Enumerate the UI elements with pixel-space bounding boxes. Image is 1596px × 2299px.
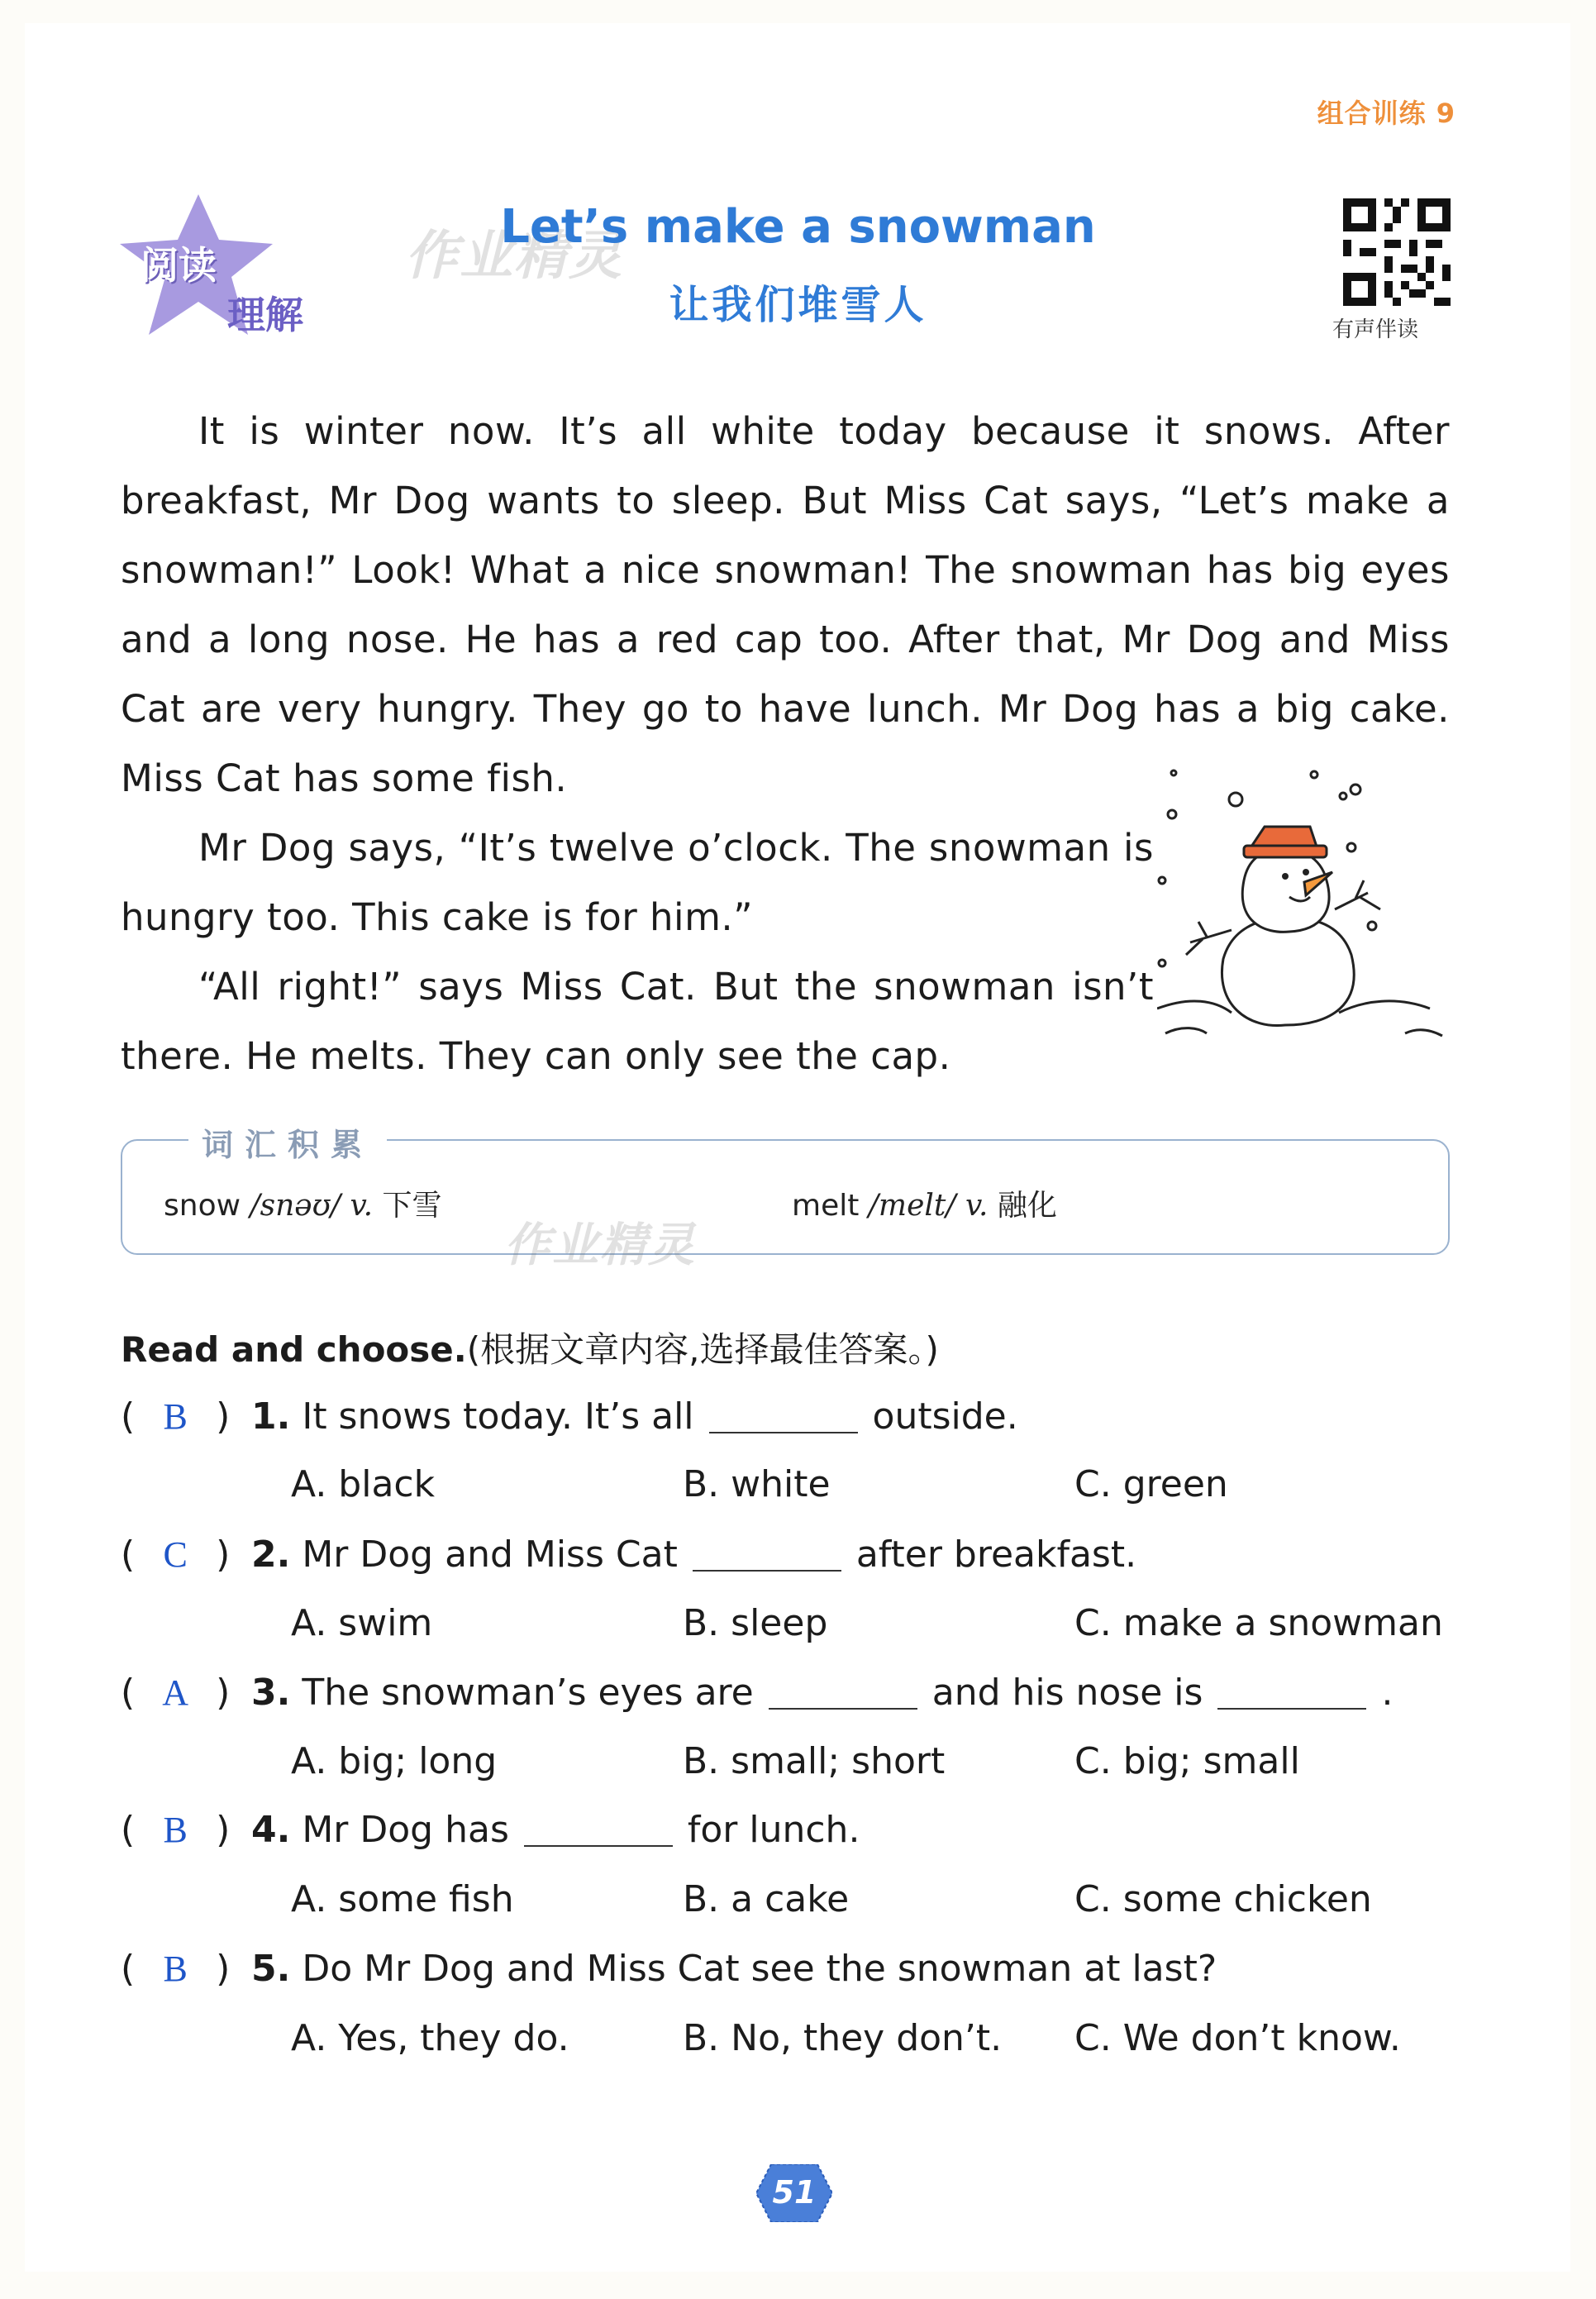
option-c[interactable]: C. big; small [1074,1740,1300,1782]
vocabulary-title: 词汇积累 [188,1119,387,1165]
page-number-text: 51 [772,2174,817,2211]
question-number: 1. [251,1395,291,1438]
option-a[interactable]: A. some fish [291,1878,514,1920]
vocab-ipa: /melt/ [868,1189,956,1223]
option-b[interactable]: B. a cake [683,1878,850,1920]
answer-blank[interactable] [709,1399,858,1433]
task-instruction [121,1323,939,1372]
answer-mark: B [163,1948,188,1989]
question-text: Mr Dog has [302,1809,509,1851]
vocabulary-box [121,1127,1450,1255]
passage-paragraph: It is winter now. It’s all white today because it snows. After breakfast, Mr Dog wants to sleep. But Miss Cat says, “Let’s make a snowman!” Look! What a nice snowman! The snowman has big eyes and a long nose. He has a red cap too. After that, Mr Dog and Miss Cat are very hungry. They go to have lunch. Mr Dog has a big cake. Miss Cat has some fish. [121,409,1450,800]
task-instruction-zh: (根据文章内容,选择最佳答案。) [466,1329,939,1370]
option-c[interactable]: C. We don’t know. [1074,2017,1401,2059]
answer-blank[interactable] [693,1537,841,1572]
passage-paragraph: “All right!” says Miss Cat. But the snowman isn’t there. He melts. They can only see the cap. [121,965,1154,1078]
question-number: 3. [251,1672,291,1714]
question-text: Mr Dog and Miss Cat [302,1533,678,1576]
answer-blank[interactable] [524,1812,673,1847]
question-number: 2. [251,1533,291,1576]
question-row: ( A ) 3. The snowman’s eyes are and his nose is . [121,1672,1394,1714]
title-chinese: 让我们堆雪人 [669,282,927,328]
watermark: 作业精灵 [504,1219,696,1272]
question-row: ( C ) 2. Mr Dog and Miss Cat after breakfast. [121,1533,1137,1576]
option-c[interactable]: C. green [1074,1463,1228,1505]
vocab-word: snow [164,1189,241,1223]
question-row: ( B ) 4. Mr Dog has for lunch. [121,1809,860,1851]
option-a[interactable]: A. swim [291,1602,433,1644]
badge-line2: 理解 [227,293,303,337]
option-b[interactable]: B. No, they don’t. [683,2017,1003,2059]
page-number [756,2164,832,2222]
vocab-item [164,1182,441,1224]
vocab-meaning: 下雪 [382,1189,442,1223]
question-row: ( B ) 1. It snows today. It’s all outside. [121,1395,1018,1438]
answer-mark: B [163,1396,188,1437]
vocab-ipa: /snəʊ/ [250,1189,341,1223]
answer-blank[interactable] [1217,1675,1366,1710]
answer-mark: A [162,1672,189,1713]
option-c[interactable]: C. make a snowman [1074,1602,1443,1644]
answer-blank[interactable] [769,1675,917,1710]
option-b[interactable]: B. sleep [683,1602,828,1644]
question-row: ( B ) 5. Do Mr Dog and Miss Cat see the snowman at last? [121,1948,1217,1990]
watermark: 作业精灵 [405,226,623,287]
option-b[interactable]: B. white [683,1463,831,1505]
question-text: . [1381,1672,1394,1714]
option-a[interactable]: A. big; long [291,1740,498,1782]
question-text: The snowman’s eyes are [302,1672,754,1714]
option-a[interactable]: A. Yes, they do. [291,2017,569,2059]
task-label: Read and choose. [121,1329,467,1370]
qr-label: 有声伴读 [1332,317,1419,342]
question-text: and his nose is [931,1672,1203,1714]
answer-mark: C [163,1534,188,1575]
qr-code-icon[interactable] [1343,198,1451,306]
passage-paragraph: Mr Dog says, “It’s twelve o’clock. The snowman is hungry too. This cake is for him.” [121,826,1154,939]
answer-mark: B [163,1810,188,1850]
title-english: Let’s make a snowman [500,200,1096,254]
question-text: outside. [872,1395,1018,1438]
section-tag: 组合训练 9 [1317,98,1455,129]
option-c[interactable]: C. some chicken [1074,1878,1372,1920]
vocab-word: melt [792,1189,860,1223]
option-b[interactable]: B. small; short [683,1740,946,1782]
vocab-pos: v. [965,1189,989,1223]
question-number: 4. [251,1809,291,1851]
snowman-illustration [1157,756,1455,1054]
question-text: after breakfast. [855,1533,1137,1576]
question-text: It snows today. It’s all [302,1395,694,1438]
vocab-meaning: 融化 [997,1189,1057,1223]
question-text: Do Mr Dog and Miss Cat see the snowman at last? [302,1948,1217,1990]
badge-line1: 阅读 [141,243,217,288]
question-text: for lunch. [687,1809,860,1851]
option-a[interactable]: A. black [291,1463,436,1505]
question-number: 5. [251,1948,291,1990]
vocab-pos: v. [350,1189,374,1223]
vocab-item [792,1182,1057,1224]
